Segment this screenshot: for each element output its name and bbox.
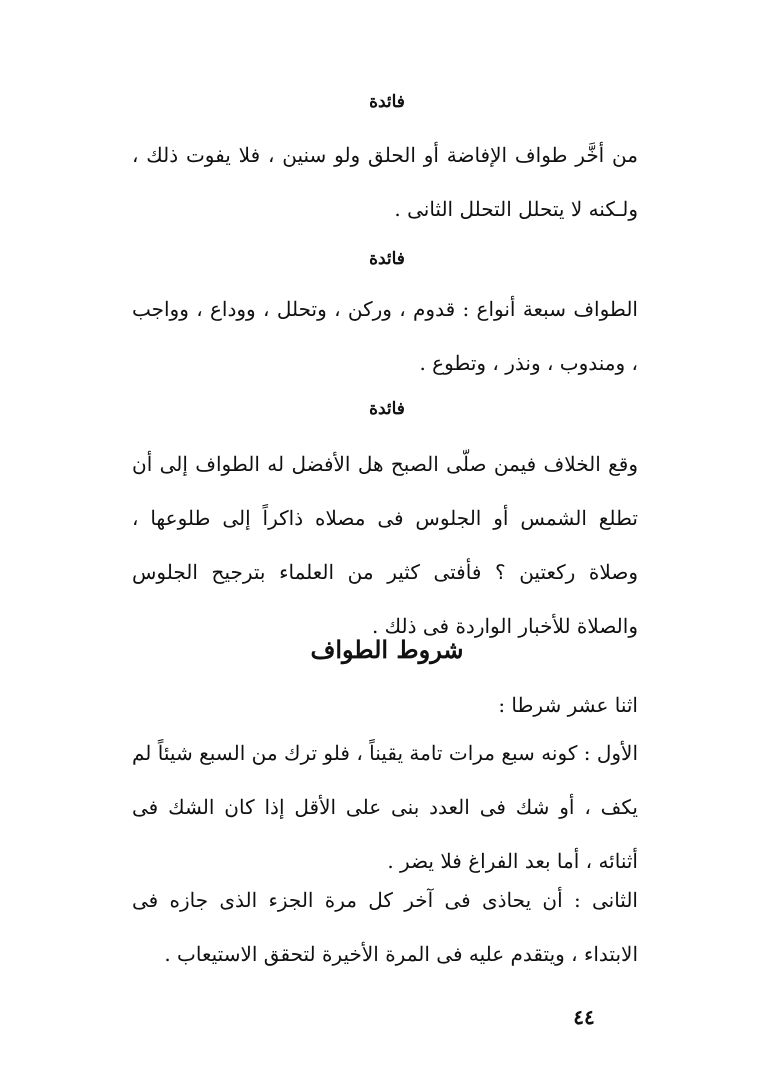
paragraph-tawaf-ifada: من أخَّر طواف الإفاضة أو الحلق ولو سنين ، فلا يفوت ذلك ، ولـكنه لا يتحلل التحلل الثانى .: [132, 143, 638, 221]
heading-faida-1: فائدة: [369, 92, 405, 112]
paragraph-tawaf-types: الطواف سبعة أنواع : قدوم ، وركن ، وتحلل ، ووداع ، وواجب ، ومندوب ، ونذر ، وتطوع .: [132, 297, 638, 375]
condition-first: الأول : كونه سبع مرات تامة يقيناً ، فلو ترك من السبع شيئاً لم يكف ، أو شك فى العدد بنى على الأقل إذا كان الشك فى أثنائه ، أما بعد الفراغ فلا يضر .: [132, 741, 638, 873]
paragraph-fajr-debate: وقع الخلاف فيمن صلّى الصبح هل الأفضل له الطواف إلى أن تطلع الشمس أو الجلوس فى مصلاه ذاكراً إلى طلوعها ، وصلاة ركعتين ؟ فأفتى كثير من العلماء بترجيح الجلوس والصلاة للأخبار الواردة فى ذلك .: [132, 452, 638, 638]
condition-second: الثانى : أن يحاذى فى آخر كل مرة الجزء الذى جازه فى الابتداء ، ويتقدم عليه فى المرة الأخيرة لتحقق الاستيعاب .: [132, 888, 638, 966]
conditions-intro: اثنا عشر شرطا :: [498, 693, 638, 717]
heading-faida-2: فائدة: [369, 249, 405, 269]
heading-faida-3: فائدة: [369, 399, 405, 419]
section-title-tawaf-conditions: شروط الطواف: [310, 635, 464, 664]
page-number: ٤٤: [573, 1005, 595, 1029]
